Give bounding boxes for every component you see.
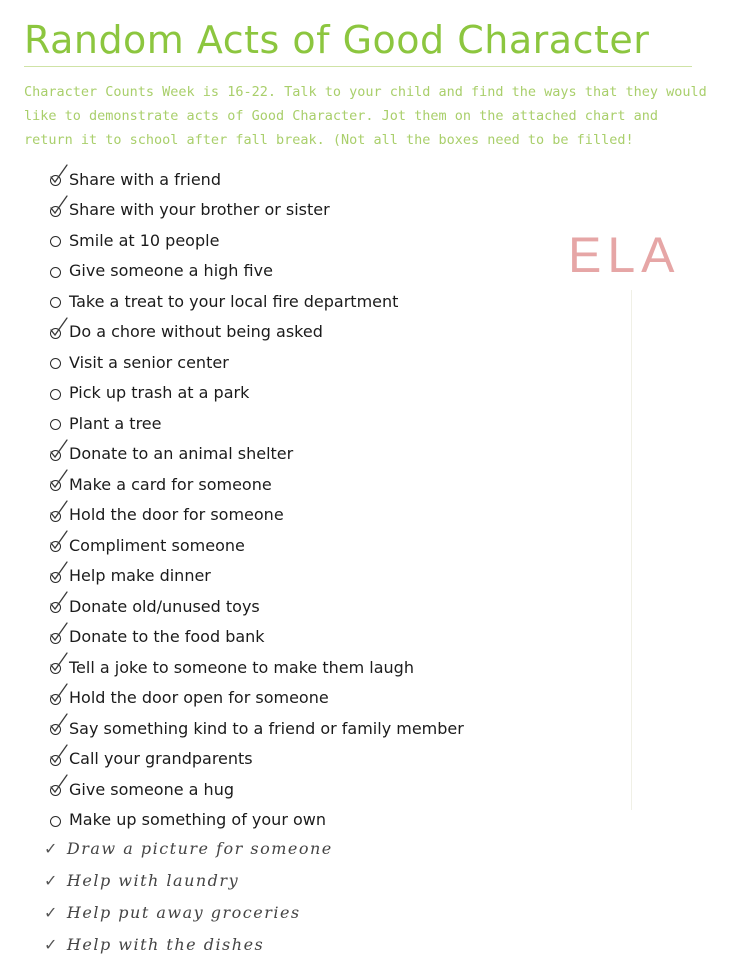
handwritten-item — [44, 832, 333, 864]
checklist-item-label: Share with a friend — [69, 169, 221, 189]
checklist-item — [48, 652, 464, 683]
check-mark-icon — [49, 162, 69, 184]
checklist-item-label: Pick up trash at a park — [69, 383, 250, 403]
empty-circle-icon[interactable] — [48, 811, 66, 829]
empty-circle-icon[interactable] — [48, 262, 66, 280]
checklist-item-label: Donate to an animal shelter — [69, 444, 294, 464]
margin-pencil-line — [631, 290, 632, 810]
checklist-item — [48, 530, 464, 561]
checklist-item-label: Compliment someone — [69, 535, 245, 555]
checklist-item — [48, 805, 464, 836]
checklist-item — [48, 286, 464, 317]
checklist-item-label: Donate old/unused toys — [69, 596, 260, 616]
check-mark-icon — [49, 315, 69, 337]
checklist-item — [48, 713, 464, 744]
check-mark-icon — [49, 528, 69, 550]
handwritten-item — [44, 928, 333, 960]
handwritten-item-text: Help with the dishes — [66, 934, 265, 954]
checked-circle-icon[interactable] — [48, 780, 66, 798]
check-mark-icon — [49, 467, 69, 489]
handwritten-item-text: Help with laundry — [66, 870, 240, 890]
check-mark-icon — [49, 589, 69, 611]
check-mark-icon — [49, 742, 69, 764]
handwritten-item — [44, 864, 333, 896]
empty-circle-icon[interactable] — [48, 414, 66, 432]
checklist-item — [48, 744, 464, 775]
checklist-item-label: Visit a senior center — [69, 352, 229, 372]
checklist-item-label: Help make dinner — [69, 566, 211, 586]
checklist-item-label: Plant a tree — [69, 413, 162, 433]
checked-circle-icon[interactable] — [48, 536, 66, 554]
check-mark-icon — [49, 498, 69, 520]
checked-circle-icon[interactable] — [48, 750, 66, 768]
checklist-item — [48, 500, 464, 531]
checklist-item-label: Make up something of your own — [69, 810, 326, 830]
checked-circle-icon[interactable] — [48, 597, 66, 615]
check-mark-icon — [49, 711, 69, 733]
checklist-item — [48, 225, 464, 256]
intro-paragraph: Character Counts Week is 16-22. Talk to your child and find the ways that they would like to demonstrate acts of Good Character. Jot them on the attached chart and return it to school after fall break. (Not all the boxes need to be filled! — [24, 84, 707, 148]
empty-circle-icon[interactable] — [48, 292, 66, 310]
checklist-item — [48, 164, 464, 195]
handwritten-item — [44, 896, 333, 928]
checklist-item-label: Take a treat to your local fire department — [69, 291, 399, 311]
check-mark-icon — [49, 620, 69, 642]
checklist-item-label: Make a card for someone — [69, 474, 272, 494]
handwritten-check-icon: ✓ — [44, 838, 59, 858]
checklist-item-label: Call your grandparents — [69, 749, 253, 769]
checklist-item — [48, 591, 464, 622]
checked-circle-icon[interactable] — [48, 689, 66, 707]
checklist-item-label: Give someone a high five — [69, 261, 273, 281]
checklist-item-label: Hold the door open for someone — [69, 688, 329, 708]
checklist-item — [48, 195, 464, 226]
checked-circle-icon[interactable] — [48, 323, 66, 341]
checked-circle-icon[interactable] — [48, 506, 66, 524]
checked-circle-icon[interactable] — [48, 475, 66, 493]
check-mark-icon — [49, 681, 69, 703]
empty-circle-icon[interactable] — [48, 231, 66, 249]
checklist-item — [48, 317, 464, 348]
checklist-item-label: Hold the door for someone — [69, 505, 284, 525]
handwritten-check-icon: ✓ — [44, 870, 59, 890]
check-mark-icon — [49, 559, 69, 581]
checklist-item — [48, 439, 464, 470]
handwritten-item-text: Help put away groceries — [66, 902, 301, 922]
empty-circle-icon[interactable] — [48, 384, 66, 402]
checklist-item — [48, 408, 464, 439]
checked-circle-icon[interactable] — [48, 170, 66, 188]
handwritten-item-text: Draw a picture for someone — [66, 838, 333, 858]
title-divider — [24, 66, 692, 67]
checklist-item — [48, 683, 464, 714]
checklist-item-label: Smile at 10 people — [69, 230, 220, 250]
checklist-item — [48, 347, 464, 378]
checklist-item-label: Say something kind to a friend or family member — [69, 718, 464, 738]
handwritten-list — [44, 832, 333, 960]
checklist-item-label: Donate to the food bank — [69, 627, 265, 647]
checked-circle-icon[interactable] — [48, 445, 66, 463]
checklist-item — [48, 256, 464, 287]
checked-circle-icon[interactable] — [48, 628, 66, 646]
check-mark-icon — [49, 193, 69, 215]
checklist-item-label: Share with your brother or sister — [69, 200, 330, 220]
checked-circle-icon[interactable] — [48, 719, 66, 737]
checklist-item-label: Do a chore without being asked — [69, 322, 323, 342]
check-mark-icon — [49, 437, 69, 459]
checklist — [48, 164, 464, 835]
page-title: Random Acts of Good Character — [24, 18, 650, 62]
checklist-item — [48, 469, 464, 500]
margin-note: ELA — [568, 227, 681, 283]
handwritten-check-icon: ✓ — [44, 902, 59, 922]
checklist-item-label: Give someone a hug — [69, 779, 234, 799]
checked-circle-icon[interactable] — [48, 658, 66, 676]
checklist-item — [48, 378, 464, 409]
empty-circle-icon[interactable] — [48, 353, 66, 371]
checklist-item — [48, 774, 464, 805]
handwritten-check-icon: ✓ — [44, 934, 59, 954]
check-mark-icon — [49, 772, 69, 794]
check-mark-icon — [49, 650, 69, 672]
checklist-item — [48, 561, 464, 592]
checklist-item-label: Tell a joke to someone to make them laugh — [69, 657, 414, 677]
checked-circle-icon[interactable] — [48, 567, 66, 585]
checked-circle-icon[interactable] — [48, 201, 66, 219]
checklist-item — [48, 622, 464, 653]
